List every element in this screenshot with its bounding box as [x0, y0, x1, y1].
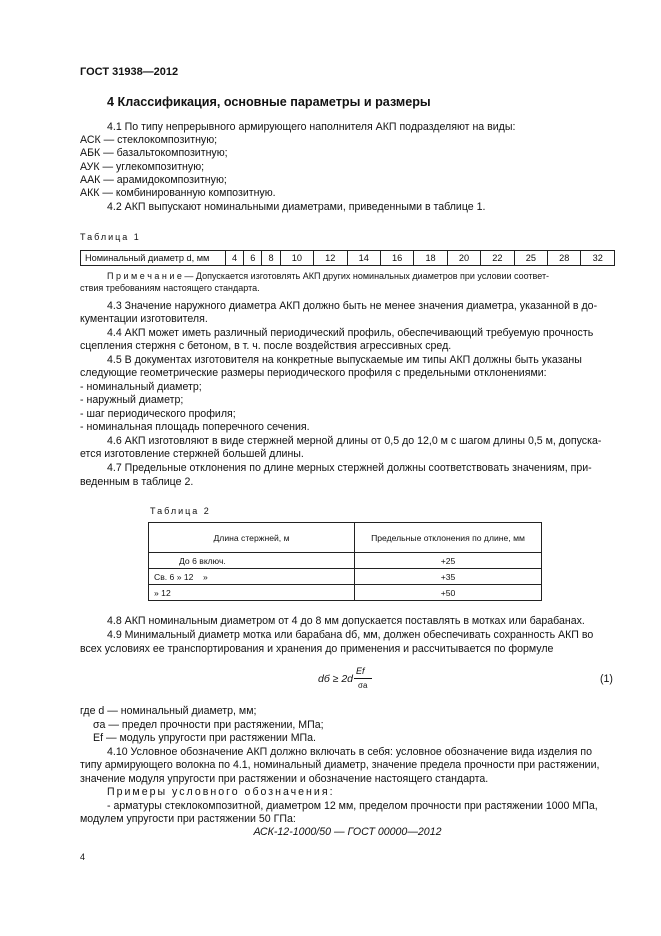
table-cell: 20	[447, 251, 480, 266]
list-item-auk: АУК — углекомпозитную;	[80, 161, 205, 173]
formula-lhs: dб ≥ 2d	[318, 673, 354, 685]
page-number: 4	[80, 852, 86, 862]
paragraph-4-3-cont: кументации изготовителя.	[80, 313, 208, 325]
table-cell: Св. 6 » 12 »	[149, 569, 355, 585]
paragraph-4-5-cont: следующие геометрические размеры периодического профиля с предельными отклонениями:	[80, 367, 547, 379]
equation-number: (1)	[600, 673, 613, 685]
table-cell: 16	[380, 251, 413, 266]
table-cell: 12	[314, 251, 347, 266]
table-row	[149, 553, 542, 569]
list-item-ask: АСК — стеклокомпозитную;	[80, 134, 218, 146]
table-cell: 14	[347, 251, 380, 266]
list-item: - номинальная площадь поперечного сечения.	[80, 421, 310, 433]
table-header-row	[149, 523, 542, 553]
paragraph-4-9: 4.9 Минимальный диаметр мотка или барабана dб, мм, должен обеспечивать сохранность АКП во	[107, 629, 594, 641]
table1-caption: Таблица 1	[80, 232, 141, 242]
note-1-line-1: П р и м е ч а н и е — Допускается изготовлять АКП других номинальных диаметров при условии соответ-	[107, 271, 550, 281]
table-row	[81, 251, 615, 266]
example-designation: АСК-12-1000/50 — ГОСТ 00000—2012	[253, 826, 442, 838]
where-ef: Ef — модуль упругости при растяжении МПа.	[93, 732, 316, 744]
table-row	[149, 569, 542, 585]
table-cell: 25	[514, 251, 547, 266]
paragraph-4-7: 4.7 Предельные отклонения по длине мерных стержней должны соответствовать значениям, при-	[107, 462, 592, 474]
paragraph-4-7-cont: веденным в таблице 2.	[80, 476, 194, 488]
examples-heading: Примеры условного обозначения:	[107, 786, 335, 798]
table-row	[149, 585, 542, 601]
paragraph-4-10: 4.10 Условное обозначение АКП должно включать в себя: условное обозначение вида изделия по	[107, 746, 593, 758]
paragraph-4-6-cont: ется изготовление стержней большей длины.	[80, 448, 304, 460]
table-1	[80, 250, 615, 266]
paragraph-4-10-cont2: значение модуля упругости при растяжении и обозначение настоящего стандарта.	[80, 773, 489, 785]
paragraph-4-4-cont: сцепления стержня с бетоном, в т. ч. после воздействия агрессивных сред.	[80, 340, 452, 352]
list-item: - шаг периодического профиля;	[80, 408, 236, 420]
note-1-line-2: ствия требованиям настоящего стандарта.	[80, 283, 260, 293]
example-line-2: модулем упругости при растяжении 50 ГПа:	[80, 813, 296, 825]
table-cell: 22	[481, 251, 514, 266]
table-cell: 32	[581, 251, 615, 266]
formula-denominator: σa	[358, 681, 368, 690]
section-title: 4 Классификация, основные параметры и размеры	[107, 95, 431, 109]
paragraph-4-10-cont: типу армирующего волокна по 4.1, номинальный диаметр, значение предела прочности при растяжении,	[80, 759, 600, 771]
table-cell: 18	[414, 251, 447, 266]
table-cell: +35	[355, 569, 542, 585]
where-d: где d — номинальный диаметр, мм;	[80, 705, 257, 717]
paragraph-4-6: 4.6 АКП изготовляют в виде стержней мерной длины от 0,5 до 12,0 м с шагом длины 0,5 м, допуска-	[107, 435, 602, 447]
table-cell: +25	[355, 553, 542, 569]
list-item-abk: АБК — базальтокомпозитную;	[80, 147, 228, 159]
table-cell: 10	[280, 251, 313, 266]
table-cell: +50	[355, 585, 542, 601]
list-item: - номинальный диаметр;	[80, 381, 202, 393]
example-line-1: - арматуры стеклокомпозитной, диаметром 12 мм, пределом прочности при растяжении 1000 МПа,	[107, 800, 598, 812]
paragraph-4-9-cont: всех условиях ее транспортирования и хранения до применения и рассчитывается по формуле	[80, 643, 554, 655]
list-item-akk: АКК — комбинированную композитную.	[80, 187, 276, 199]
table2-caption: Таблица 2	[150, 506, 211, 516]
table-2	[148, 522, 542, 601]
list-item-aak: ААК — арамидокомпозитную;	[80, 174, 227, 186]
table-cell: До 6 включ.	[149, 553, 355, 569]
table-cell: 28	[548, 251, 581, 266]
paragraph-4-1: 4.1 По типу непрерывного армирующего наполнителя АКП подразделяют на виды:	[107, 121, 516, 133]
where-sigma: σa — предел прочности при растяжении, МПа;	[93, 719, 324, 731]
paragraph-4-3: 4.3 Значение наружного диаметра АКП должно быть не менее значения диаметра, указанной в до-	[107, 300, 598, 312]
paragraph-4-5: 4.5 В документах изготовителя на конкретные выпускаемые им типы АКП должны быть указаны	[107, 354, 582, 366]
table-cell: 8	[262, 251, 280, 266]
paragraph-4-4: 4.4 АКП может иметь различный периодический профиль, обеспечивающий требуемую прочность	[107, 327, 594, 339]
table2-header-deviation: Предельные отклонения по длине, мм	[355, 523, 542, 553]
list-item: - наружный диаметр;	[80, 394, 184, 406]
paragraph-4-8: 4.8 АКП номинальным диаметром от 4 до 8 мм допускается поставлять в мотках или барабанах.	[107, 615, 585, 627]
paragraph-4-2: 4.2 АКП выпускают номинальными диаметрами, приведенными в таблице 1.	[107, 201, 486, 213]
table1-row-label: Номинальный диаметр d, мм	[81, 251, 226, 266]
table2-header-length: Длина стержней, м	[149, 523, 355, 553]
table-cell: 4	[226, 251, 244, 266]
table-cell: 6	[244, 251, 262, 266]
formula-numerator: Ef	[356, 666, 365, 676]
table-cell: » 12	[149, 585, 355, 601]
document-header: ГОСТ 31938—2012	[80, 66, 179, 78]
